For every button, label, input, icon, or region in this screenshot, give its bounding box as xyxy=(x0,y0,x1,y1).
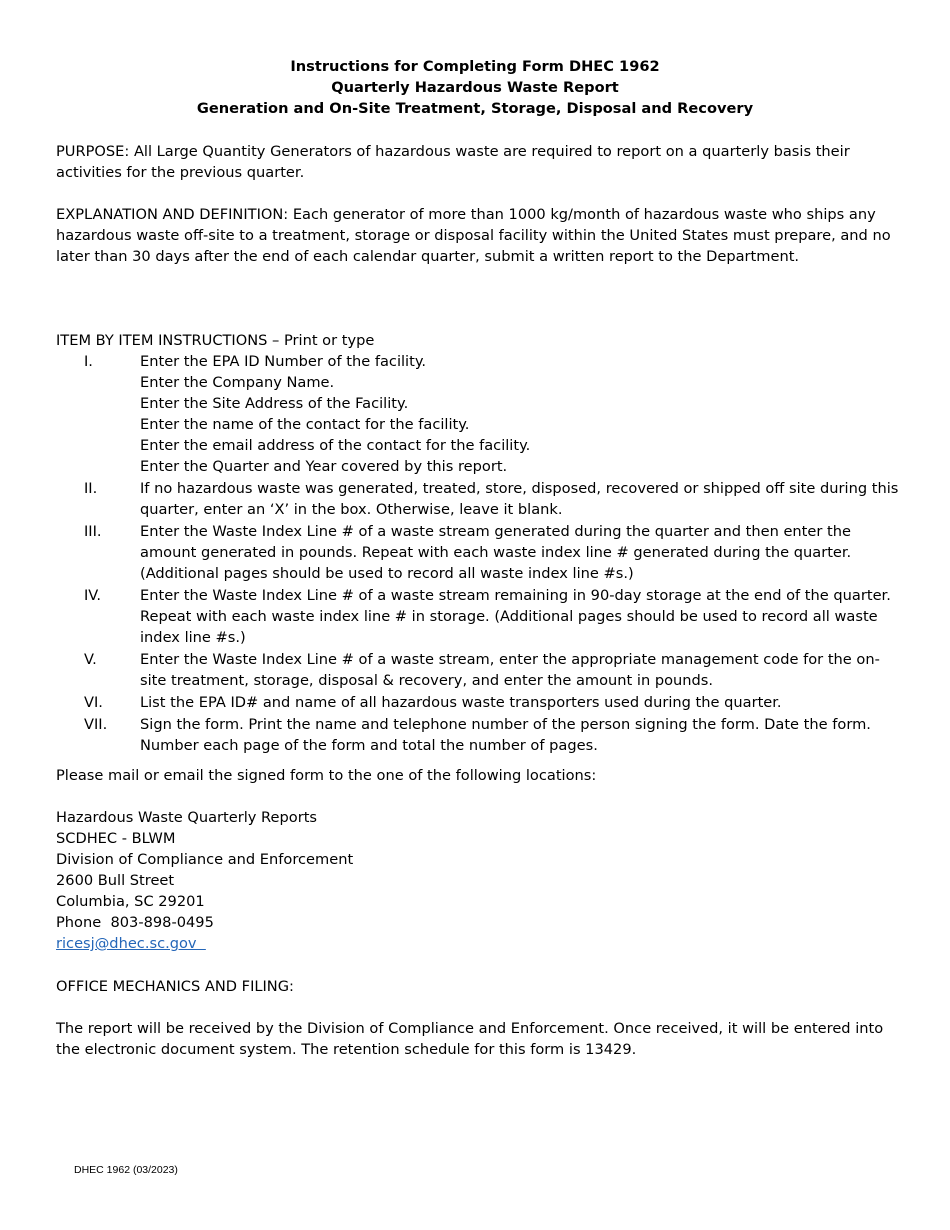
title-line-1: Instructions for Completing Form DHEC 1962 xyxy=(290,58,660,75)
instruction-item-3 xyxy=(56,521,906,584)
address-line-4: 2600 Bull Street xyxy=(56,872,175,889)
email-link[interactable]: ricesj@dhec.sc.gov xyxy=(56,935,206,952)
instruction-number: IV. xyxy=(84,587,102,604)
instruction-line: Enter the name of the contact for the facility. xyxy=(140,416,470,433)
purpose-paragraph: PURPOSE: All Large Quantity Generators of hazardous waste are required to report on a quarterly basis their activities for the previous quarter. xyxy=(56,143,850,181)
instruction-number: VI. xyxy=(84,694,103,711)
instruction-item-7 xyxy=(56,714,906,756)
instruction-number: III. xyxy=(84,523,102,540)
office-heading: OFFICE MECHANICS AND FILING: xyxy=(56,978,294,995)
instructions-heading: ITEM BY ITEM INSTRUCTIONS – Print or type xyxy=(56,332,375,349)
form-footer: DHEC 1962 (03/2023) xyxy=(74,1164,178,1176)
instruction-line: Enter the EPA ID Number of the facility. xyxy=(140,353,427,370)
phone-number: Phone 803-898-0495 xyxy=(56,914,214,931)
instruction-number: II. xyxy=(84,480,98,497)
instruction-body: List the EPA ID# and name of all hazardous waste transporters used during the quarter. xyxy=(140,694,782,711)
instruction-body: Enter the Waste Index Line # of a waste stream generated during the quarter and then enter the amount generated in pounds. Repeat with each waste index line # generated during the quarter. (Additional pages should be used to record all waste index line #s.) xyxy=(140,523,852,582)
instruction-line: Enter the Site Address of the Facility. xyxy=(140,395,409,412)
instruction-body: Enter the Waste Index Line # of a waste stream, enter the appropriate management code for the on-site treatment, storage, disposal & recovery, and enter the amount in pounds. xyxy=(140,651,880,689)
instruction-item-4 xyxy=(56,585,906,648)
address-line-1: Hazardous Waste Quarterly Reports xyxy=(56,809,318,826)
instruction-body: Sign the form. Print the name and telephone number of the person signing the form. Date the form. Number each page of the form and total the number of pages. xyxy=(140,716,871,754)
instructions-section xyxy=(56,330,906,757)
explanation-paragraph: EXPLANATION AND DEFINITION: Each generator of more than 1000 kg/month of hazardous waste who ships any hazardous waste off-site to a treatment, storage or disposal facility within the United States must prepare, and no later than 30 days after the end of each calendar quarter, submit a written report to the Department. xyxy=(56,206,891,265)
title-line-2: Quarterly Hazardous Waste Report xyxy=(331,79,619,96)
instruction-item-1 xyxy=(56,351,906,477)
instruction-item-6 xyxy=(56,692,906,713)
title-line-3: Generation and On-Site Treatment, Storage, Disposal and Recovery xyxy=(196,100,754,117)
instruction-number: I. xyxy=(84,353,93,370)
address-line-2: SCDHEC - BLWM xyxy=(56,830,176,847)
instruction-line: Enter the Quarter and Year covered by this report. xyxy=(140,458,508,475)
instruction-number: V. xyxy=(84,651,97,668)
instruction-number: VII. xyxy=(84,716,108,733)
instruction-body: Enter the Waste Index Line # of a waste stream remaining in 90-day storage at the end of the quarter. Repeat with each waste index line # in storage. (Additional pages should be used to record all waste index line #s.) xyxy=(140,587,891,646)
address-line-5: Columbia, SC 29201 xyxy=(56,893,205,910)
address-line-3: Division of Compliance and Enforcement xyxy=(56,851,354,868)
mailing-address xyxy=(56,807,353,954)
instruction-item-2 xyxy=(56,478,906,520)
document-header xyxy=(0,56,950,119)
instruction-item-5 xyxy=(56,649,906,691)
instruction-body xyxy=(140,351,906,477)
instruction-body: If no hazardous waste was generated, treated, store, disposed, recovered or shipped off site during this quarter, enter an ‘X’ in the box. Otherwise, leave it blank. xyxy=(140,480,899,518)
instruction-line: Enter the Company Name. xyxy=(140,374,335,391)
instruction-line: Enter the email address of the contact for the facility. xyxy=(140,437,531,454)
office-paragraph: The report will be received by the Division of Compliance and Enforcement. Once received, it will be entered into the electronic document system. The retention schedule for this form is 13429. xyxy=(56,1020,884,1058)
mail-instruction: Please mail or email the signed form to the one of the following locations: xyxy=(56,767,597,784)
